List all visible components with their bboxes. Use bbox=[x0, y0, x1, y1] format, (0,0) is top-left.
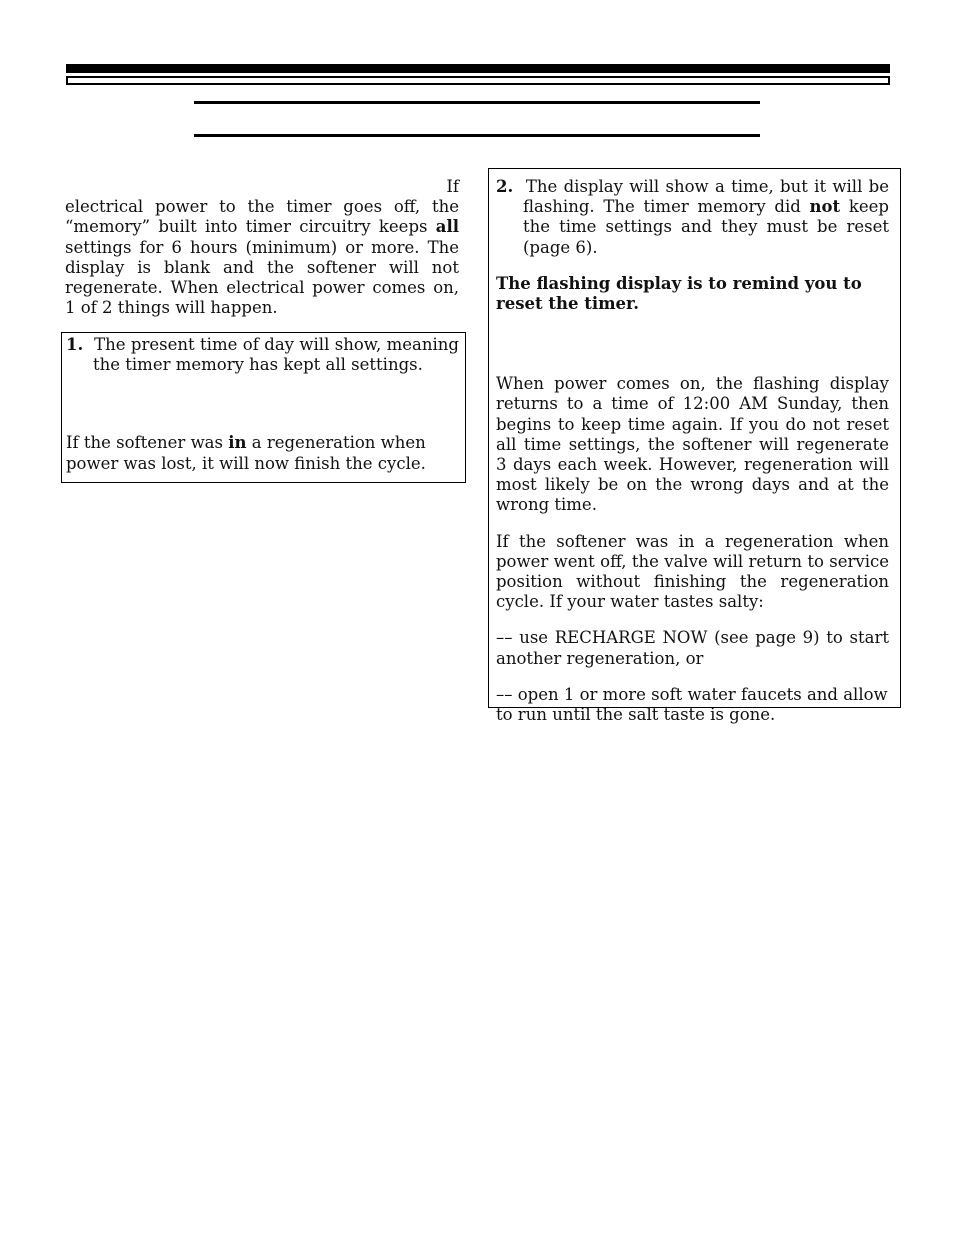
title-bottom-rule bbox=[194, 134, 760, 137]
intro-body: electrical power to the timer goes off, the “memory” built into timer circuitry keeps bbox=[65, 197, 459, 237]
case-2-text-bold: not bbox=[809, 197, 841, 217]
option-faucets: –– open 1 or more soft water faucets and allow to run until the salt taste is gone. bbox=[496, 684, 888, 725]
reminder-text: The flashing display is to remind you to reset the timer. bbox=[496, 273, 862, 314]
case-2-item bbox=[496, 177, 889, 258]
case-1-number: 1. bbox=[66, 335, 84, 354]
header-thick-rule bbox=[66, 64, 890, 73]
case-1-note-pre: If the softener was bbox=[66, 433, 229, 453]
case-1-note-bold: in bbox=[228, 433, 247, 453]
power-on-paragraph: When power comes on, the flashing display returns to a time of 12:00 AM Sunday, then begins to keep time again. If you do not reset all time settings, the softener will regenerate 3 days each week. However, regeneration will most likely be on the wrong days and at the wrong time. bbox=[496, 374, 889, 515]
title-top-rule bbox=[194, 101, 760, 104]
intro-paragraph bbox=[65, 177, 459, 318]
case-1-note-post: a regeneration when power was lost, it will now finish the cycle. bbox=[66, 433, 426, 473]
intro-tail: settings for 6 hours (minimum) or more. The display is blank and the softener will not regenerate. When electrical power comes on, 1 of 2 things will happen. bbox=[65, 237, 459, 318]
option-recharge: –– use RECHARGE NOW (see page 9) to start another regeneration, or bbox=[496, 628, 889, 668]
case-1-text: The present time of day will show, meaning the timer memory has kept all settings. bbox=[93, 335, 459, 375]
case-2-text-pre: The display will show a time, but it will be flashing. The timer memory did bbox=[523, 177, 890, 217]
case-1-box bbox=[61, 332, 466, 483]
case-2-text-post: keep the time settings and they must be reset (page 6). bbox=[523, 197, 889, 257]
header-outline-rule bbox=[66, 76, 890, 85]
case-2-number: 2. bbox=[496, 177, 514, 196]
case-2-box bbox=[488, 168, 901, 725]
intro-bold-all: all bbox=[435, 217, 459, 237]
case-1-item bbox=[66, 335, 459, 375]
intro-first-word: If bbox=[446, 177, 459, 196]
case-1-note bbox=[66, 433, 459, 473]
regeneration-paragraph: If the softener was in a regeneration when power went off, the valve will return to service position without finishing the regeneration cycle. If your water tastes salty: bbox=[496, 531, 889, 612]
